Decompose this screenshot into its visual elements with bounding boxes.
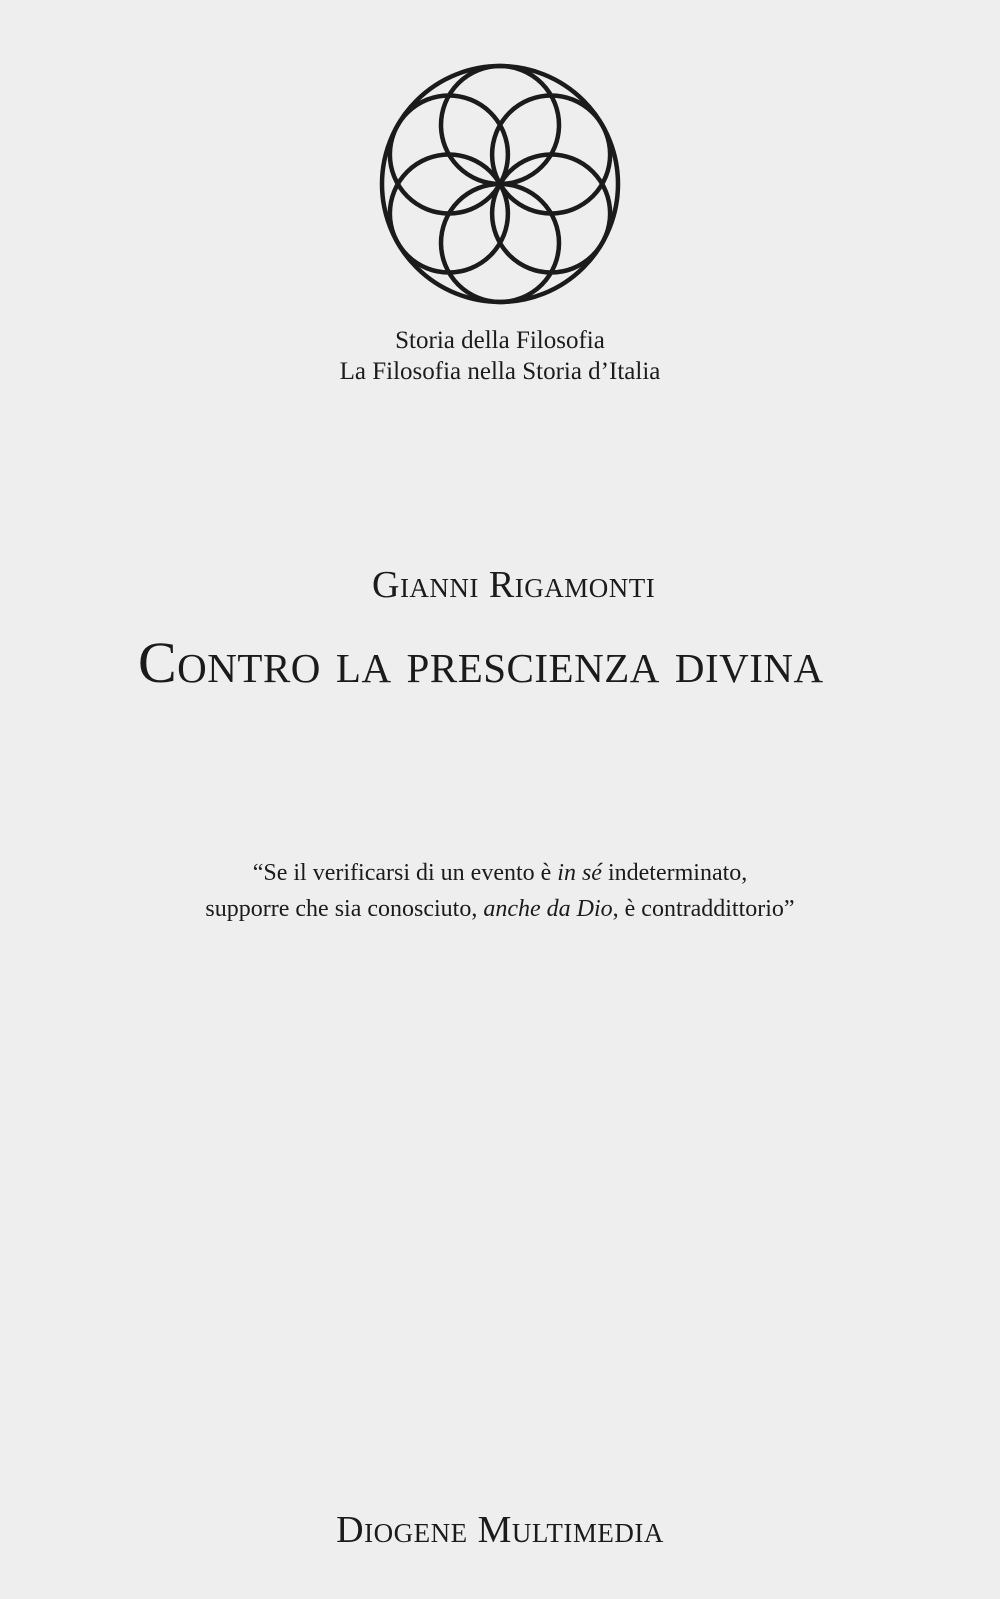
epigraph-line-2 — [0, 891, 1000, 927]
series-title: Storia della Filosofia — [395, 327, 605, 354]
epigraph-text: , è contraddittorio” — [612, 896, 795, 922]
series-subtitle: La Filosofia nella Storia d’Italia — [339, 358, 661, 385]
flower-of-life-icon — [376, 60, 624, 308]
epigraph-text: “Se il verificarsi di un evento è — [252, 860, 558, 886]
epigraph-italic: in sé — [557, 860, 602, 886]
epigraph-text: indeterminato, — [601, 860, 748, 886]
epigraph-italic: anche da Dio — [483, 896, 613, 922]
publisher-name: Diogene Multimedia — [336, 1509, 664, 1551]
epigraph-line-1 — [0, 855, 1000, 891]
book-title: Contro la prescienza divina — [138, 630, 824, 695]
author-name: Gianni Rigamonti — [372, 564, 656, 606]
epigraph-text: supporre che sia conosciuto, — [205, 896, 484, 922]
